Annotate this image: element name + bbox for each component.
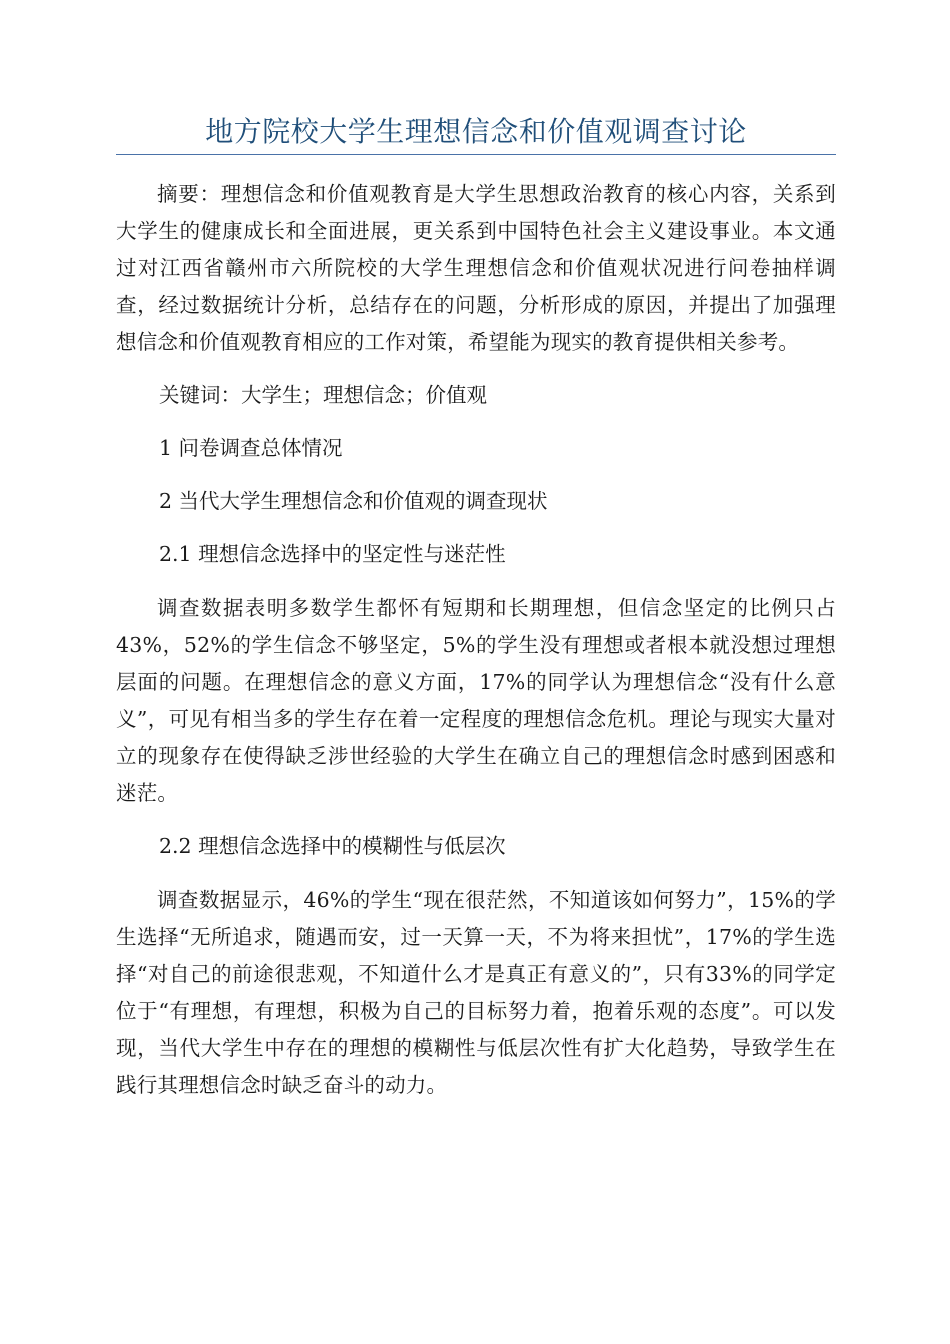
spacer <box>116 812 836 828</box>
spacer <box>116 414 836 430</box>
spacer <box>116 520 836 536</box>
spacer <box>116 361 836 377</box>
document-title: 地方院校大学生理想信念和价值观调查讨论 <box>205 115 747 148</box>
section-heading-2-1: 2.1 理想信念选择中的坚定性与迷茫性 <box>159 542 506 566</box>
spacer <box>116 573 836 590</box>
section-heading-2-2: 2.2 理想信念选择中的模糊性与低层次 <box>159 834 506 858</box>
document-body <box>116 176 836 1104</box>
section-heading-2: 2 当代大学生理想信念和价值观的调查现状 <box>159 489 548 513</box>
abstract-paragraph: 摘要：理想信念和价值观教育是大学生思想政治教育的核心内容，关系到大学生的健康成长和全面进展，更关系到中国特色社会主义建设事业。本文通过对江西省赣州市六所院校的大学生理想信念和价值观状况进行问卷抽样调查，经过数据统计分析，总结存在的问题，分析形成的原因，并提出了加强理想信念和价值观教育相应的工作对策，希望能为现实的教育提供相关参考。 <box>116 182 836 354</box>
title-underline <box>116 154 836 155</box>
section-2-1-paragraph: 调查数据表明多数学生都怀有短期和长期理想，但信念坚定的比例只占43%，52%的学生信念不够坚定，5%的学生没有理想或者根本就没想过理想层面的问题。在理想信念的意义方面，17%的同学认为理想信念“没有什么意义”，可见有相当多的学生存在着一定程度的理想信念危机。理论与现实大量对立的现象存在使得缺乏涉世经验的大学生在确立自己的理想信念时感到困惑和迷茫。 <box>116 596 836 805</box>
spacer <box>116 467 836 483</box>
section-2-2-paragraph: 调查数据显示，46%的学生“现在很茫然，不知道该如何努力”，15%的学生选择“无所追求，随遇而安，过一天算一天，不为将来担忧”，17%的学生选择“对自己的前途很悲观，不知道什么才是真正有意义的”，只有33%的同学定位于“有理想，有理想，积极为自己的目标努力着，抱着乐观的态度”。可以发现，当代大学生中存在的理想的模糊性与低层次性有扩大化趋势，导致学生在践行其理想信念时缺乏奋斗的动力。 <box>116 888 836 1097</box>
spacer <box>116 865 836 882</box>
section-heading-1: 1 问卷调查总体情况 <box>159 436 343 460</box>
keywords-line: 关键词：大学生；理想信念；价值观 <box>159 383 487 407</box>
